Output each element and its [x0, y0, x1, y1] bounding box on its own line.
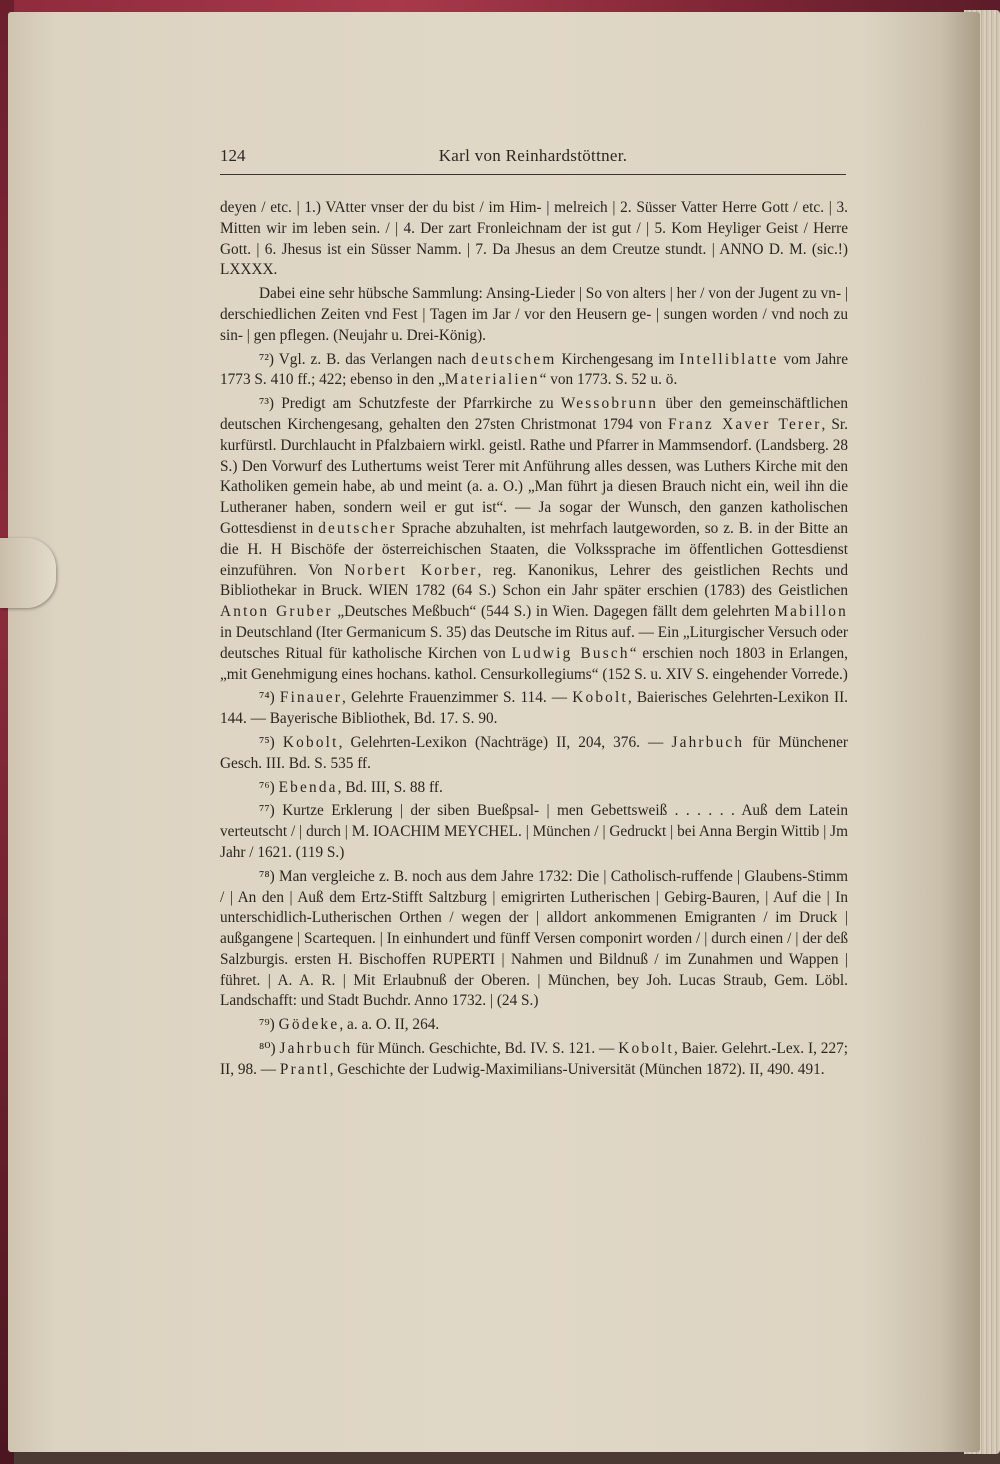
text-run: ⁷²) Vgl. z. B. das Verlangen nach	[259, 350, 472, 368]
footnote	[220, 778, 848, 799]
spaced-emphasis: Anton Gruber	[220, 603, 333, 621]
text-run: “ erschien noch 1803 in Erlangen, „mit Genehmigung eines hochans. kathol. Censurkollegiums“ (152 S. u. XIV S. eingehender Vorrede.)	[220, 644, 848, 683]
text-run: für Münchener Gesch. III. Bd. S. 535 ff.	[220, 733, 848, 772]
text-run: Sprache abzuhalten, ist mehrfach lautgeworden, so z. B. in der Bitte an die H. H Bischöfe der österreichischen Staaten, die Volkssprache im öffentlichen Gottesdienst einzuführen. Von	[220, 519, 848, 579]
spaced-emphasis: Materialien	[444, 371, 540, 389]
footnote	[220, 733, 848, 775]
text-run: ⁷³) Predigt am Schutzfeste der Pfarrkirche zu	[259, 395, 561, 413]
body-paragraph	[220, 198, 848, 281]
spaced-emphasis: deutschem	[471, 350, 557, 368]
footnote	[220, 688, 848, 730]
footnote	[220, 801, 848, 863]
text-run: , Baier. Gelehrt.-Lex. I, 227; II, 98. —	[220, 1040, 848, 1078]
footnote	[220, 867, 848, 1013]
text-run: ⁷⁹)	[259, 1016, 279, 1034]
spaced-emphasis: deutscher	[318, 519, 397, 537]
text-run: , Baierisches Gelehrten-Lexikon II. 144. — Bayerische Bibliothek, Bd. 17. S. 90.	[220, 689, 848, 728]
text-run: Kirchengesang im	[556, 350, 680, 368]
spaced-emphasis: Kobolt	[282, 733, 339, 751]
text-run: in Deutschland (Iter Germanicum S. 35) das Deutsche im Ritus auf. — Ein „Liturgischer Versuch oder deutsches Ritual für katholische Kirchen von	[220, 623, 848, 662]
text-run: ⁷⁸) Man vergleiche z. B. noch aus dem Jahre 1732: Die | Catholisch-ruffende | Glaubens-Stimm / | An den | Auß dem Ertz-Stifft Saltzburg | emigrirten Lutherischen | Gebirg-Bauren, | Auf die | In unterschidlich-Lutherischen Orthen / wegen der | alldort ankommenen Emigranten / im Druck | außgangene | Scartequen. | In einhundert und fünff Versen componirt worden / | durch einen / | der deß Salzburgis. ersten H. Bischoffen RUPERTI | Nahmen und Bildnuß / im Zunahmen und Wappen | führet. | A. A. R. | Mit Erlaubnuß der Oberen. | München, bey Joh. Lucas Straub, Gem. Löbl. Landschafft: und Stadt Buchdr. Anno 1732. | (24 S.)	[220, 867, 848, 1010]
page-marker-tab	[0, 538, 56, 608]
text-run: Dabei eine sehr hübsche Sammlung: Ansing-Lieder | So von alters | her / von der Jugent zu vn- | derschiedlichen Zeiten vnd Fest | Tagen im Jar / vor den Heusern ge- | sungen worden / vnd noch zu sin- | gen pflegen. (Neujahr u. Drei-König).	[220, 285, 848, 344]
spaced-emphasis: Ebenda	[278, 778, 338, 796]
text-run: “ von 1773. S. 52 u. ö.	[539, 371, 678, 389]
spaced-emphasis: Franz Xaver Terer	[668, 415, 822, 433]
text-run: ⁸⁰)	[259, 1040, 280, 1058]
footnote	[220, 350, 848, 392]
spaced-emphasis: Wessobrunn	[560, 395, 659, 413]
body-paragraph	[220, 284, 848, 346]
body-text	[220, 198, 848, 1084]
footnote	[220, 1015, 848, 1036]
spaced-emphasis: Jahrbuch	[279, 1040, 353, 1058]
spaced-emphasis: Finauer	[279, 689, 343, 707]
text-run: , Geschichte der Ludwig-Maximilians-Universität (München 1872). II, 490. 491.	[329, 1060, 825, 1078]
text-run: „Deutsches Meßbuch“ (544 S.) in Wien. Dagegen fällt dem gelehrten	[332, 603, 775, 621]
running-head: Karl von Reinhardstöttner.	[438, 146, 628, 165]
text-run: für Münch. Geschichte, Bd. IV. S. 121. —	[352, 1040, 619, 1058]
text-run: deyen / etc. | 1.) VAtter vnser der du bist / im Him- | melreich | 2. Süsser Vatter Herre Gott / etc. | 3. Mitten wir im leben sein. / | 4. Der zart Fronleichnam der ist gut / | 5. Kom Heyliger Geist / Herre Gott. | 6. Jhesus ist ein Süsser Namm. | 7. Da Jhesus an dem Creutze stundt. | ANNO D. M. (sic.!) LXXXX.	[220, 199, 848, 279]
text-run: , Gelehrte Frauenzimmer S. 114. —	[342, 689, 573, 707]
footnote	[220, 394, 848, 685]
text-run: , a. a. O. II, 264.	[339, 1016, 440, 1034]
text-run: , Gelehrten-Lexikon (Nachträge) II, 204, 376. —	[338, 733, 672, 751]
spaced-emphasis: Jahrbuch	[671, 733, 745, 751]
text-run: ⁷⁴)	[259, 689, 280, 707]
text-run: ⁷⁷) Kurtze Erklerung | der siben Bueßpsal- | men Gebettsweiß . . . . . . Auß dem Latein verteutscht / | durch | M. IOACHIM MEYCHEL. | München / | Gedruckt | bei Anna Bergin Wittib | Jm Jahr / 1621. (119 S.)	[220, 802, 848, 861]
text-run: ⁷⁵)	[259, 733, 283, 751]
text-run: , Bd. III, S. 88 ff.	[337, 778, 443, 796]
page-header	[220, 146, 846, 175]
spaced-emphasis: Mabillon	[774, 603, 848, 621]
text-run: vom Jahre 1773 S. 410 ff.; 422; ebenso in den „	[220, 350, 848, 389]
spaced-emphasis: Norbert Korber	[344, 561, 478, 579]
spaced-emphasis: Kobolt	[618, 1040, 674, 1058]
text-run: ⁷⁶)	[259, 778, 279, 796]
text-run: über den gemeinschäftlichen deutschen Kirchengesang, gehalten den 27sten Christmonat 1794 von	[220, 395, 848, 433]
page-number: 124	[220, 146, 246, 165]
footnote	[220, 1039, 848, 1081]
text-run: , Sr. kurfürstl. Durchlaucht in Pfalzbaiern wirkl. geistl. Rathe und Pfarrer in Mammsendorf. (Landsberg. 28 S.) Den Vorwurf des Luthertums weist Terer mit Anführung alles dessen, was Luthers Kirche mit den Katholiken gemein habe, ab und meint (a. a. O.) „Man führt ja diesen Brauch nicht ein, weil ihn die Lutheraner haben, sondern weil er gut ist“. — Ja sogar der Wunsch, den ganzen katholischen Gottesdienst in	[220, 415, 849, 537]
spaced-emphasis: Kobolt	[572, 689, 628, 707]
spaced-emphasis: Intelliblatte	[679, 350, 779, 368]
text-run: , reg. Kanonikus, Lehrer des geistlichen Rechts und Bibliothekar in Bruck. WIEN 1782 (64 S.) Schon ein Jahr später erschien (1783) des Geistlichen	[220, 561, 848, 600]
spaced-emphasis: Prantl	[279, 1060, 330, 1078]
spaced-emphasis: Ludwig Busch	[511, 644, 630, 662]
spaced-emphasis: Gödeke	[278, 1016, 340, 1034]
